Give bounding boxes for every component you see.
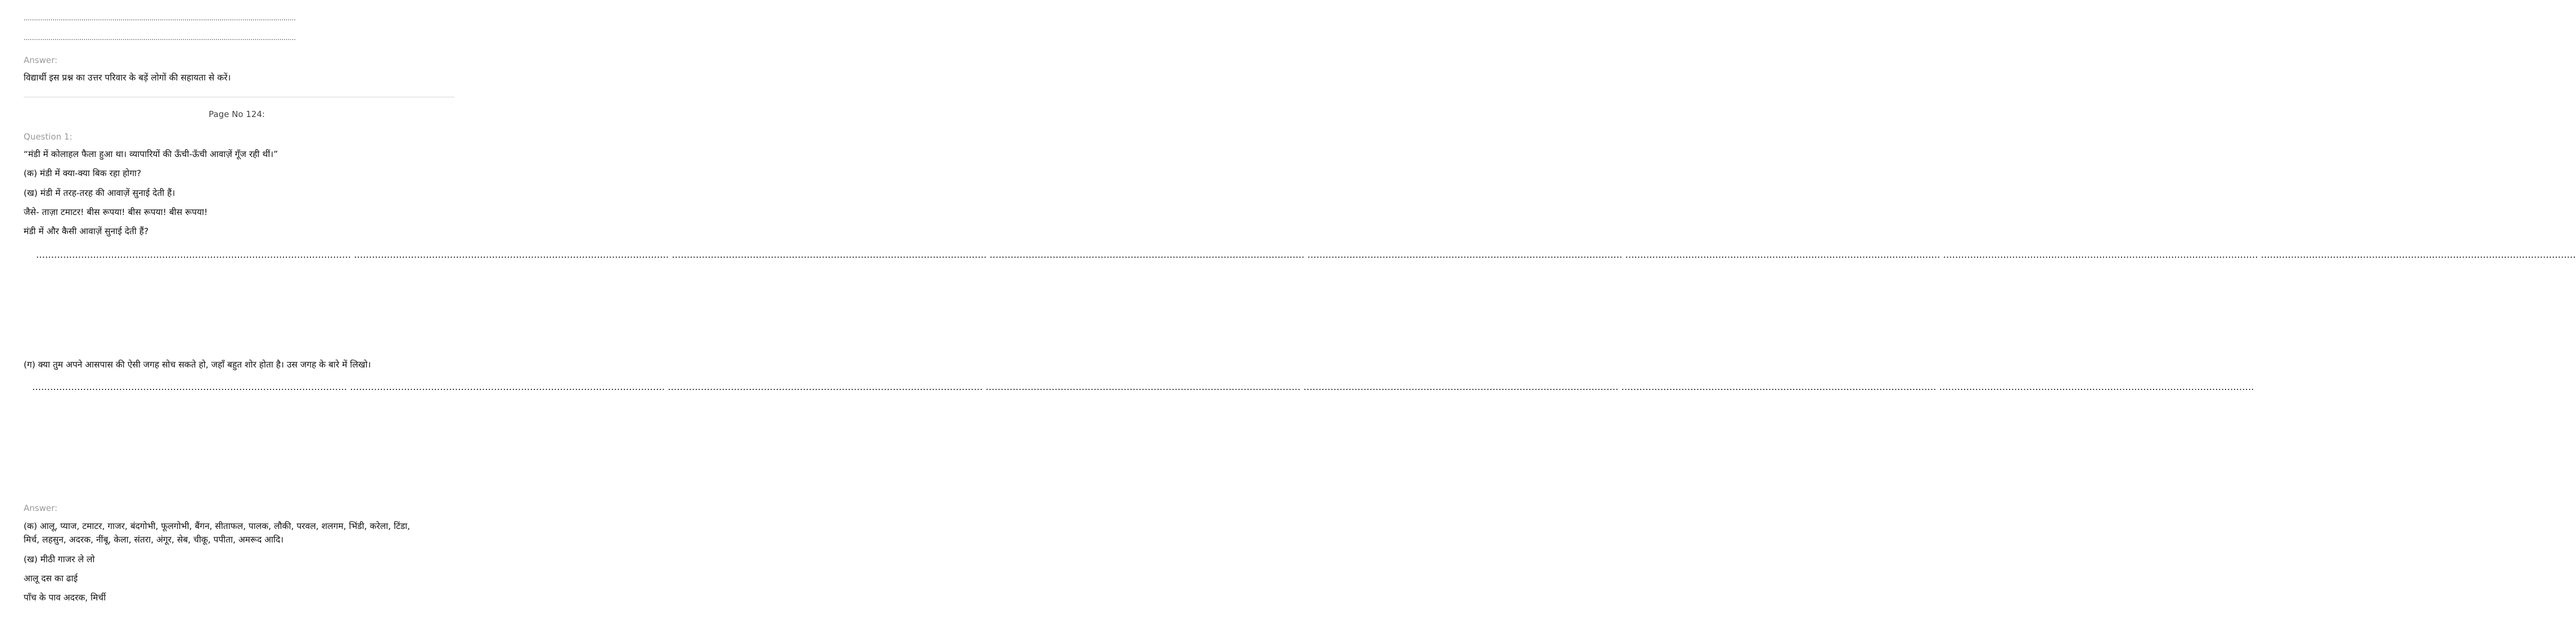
question-example: जैसे- ताज़ा टमाटर! बीस रूपया! बीस रूपया! बीस रूपया! — [24, 207, 208, 217]
blank-line: …………………………………………………………………………………………… — [672, 249, 987, 260]
blank-line: …………………………………………………………………………………………… — [354, 249, 669, 260]
blank-line: …………………………………………………………………………………………… — [2260, 249, 2576, 260]
blank-line: …………………………………………………………………………………………… — [1303, 382, 1619, 392]
blank-line: …………………………………………………………………………………………… — [989, 249, 1305, 260]
answer-kha: (ख) मीठी गाजर ले लो — [24, 554, 95, 564]
question-quote: “मंडी में कोलाहल फैला हुआ था। व्यापारियों की ऊँची-ऊँची आवाज़ें गूँज रही थीं।” — [24, 149, 278, 159]
question-label: Question 1: — [24, 132, 73, 142]
blank-line: …………………………………………………………………………………………… — [985, 382, 1301, 392]
question-part-ka: (क) मंडी में क्या-क्या बिक रहा होगा? — [24, 168, 142, 178]
blank-lines-block — [32, 382, 2254, 392]
dotted-answer-line: …………………………………………………………………………………………………………………… — [24, 34, 296, 42]
blank-line: …………………………………………………………………………………………… — [1625, 249, 1940, 260]
answer-line: पाँच के पाव अदरक, मिर्ची — [24, 593, 106, 603]
answer-line: आलू दस का ढाई — [24, 573, 78, 584]
blank-line: …………………………………………………………………………………………… — [668, 382, 983, 392]
blank-line: …………………………………………………………………………………………… — [1621, 382, 1936, 392]
question-part-kha: (ख) मंडी में तरह-तरह की आवाज़ें सुनाई देती हैं। — [24, 188, 175, 198]
blank-line: …………………………………………………………………………………………… — [350, 382, 665, 392]
blank-line: …………………………………………………………………………………………… — [1307, 249, 1623, 260]
page-heading: Page No 124: — [209, 109, 265, 119]
blank-line: …………………………………………………………………………………………… — [1939, 382, 2254, 392]
answer-ka-line1: (क) आलू, प्याज, टमाटर, गाजर, बंदगोभी, फूलगोभी, बैंगन, सीताफल, पालक, लौकी, परवल, शलगम, भिंडी, करेला, टिंडा, — [24, 521, 411, 531]
blank-line: …………………………………………………………………………………………… — [1943, 249, 2258, 260]
question-prompt: मंडी में और कैसी आवाज़ें सुनाई देती हैं? — [24, 226, 149, 236]
answer-label: Answer: — [24, 503, 58, 513]
dotted-answer-line: …………………………………………………………………………………………………………………… — [24, 15, 296, 22]
answer-label: Answer: — [24, 55, 58, 65]
question-part-ga: (ग) क्या तुम अपने आसपास की ऐसी जगह सोच सकते हो, जहाँ बहुत शोर होता है। उस जगह के बारे में लिखो। — [24, 360, 371, 370]
blank-lines-block — [36, 249, 2576, 260]
blank-line: …………………………………………………………………………………………… — [32, 382, 347, 392]
blank-line: …………………………………………………………………………………………… — [36, 249, 351, 260]
answer-ka-line2: मिर्च, लहसुन, अदरक, नींबू, केला, संतरा, अंगूर, सेब, चीकू, पपीता, अमरूद आदि। — [24, 535, 284, 545]
answer-text: विद्यार्थी इस प्रश्न का उत्तर परिवार के बड़ें लोगों की सहायता से करें। — [24, 73, 231, 83]
